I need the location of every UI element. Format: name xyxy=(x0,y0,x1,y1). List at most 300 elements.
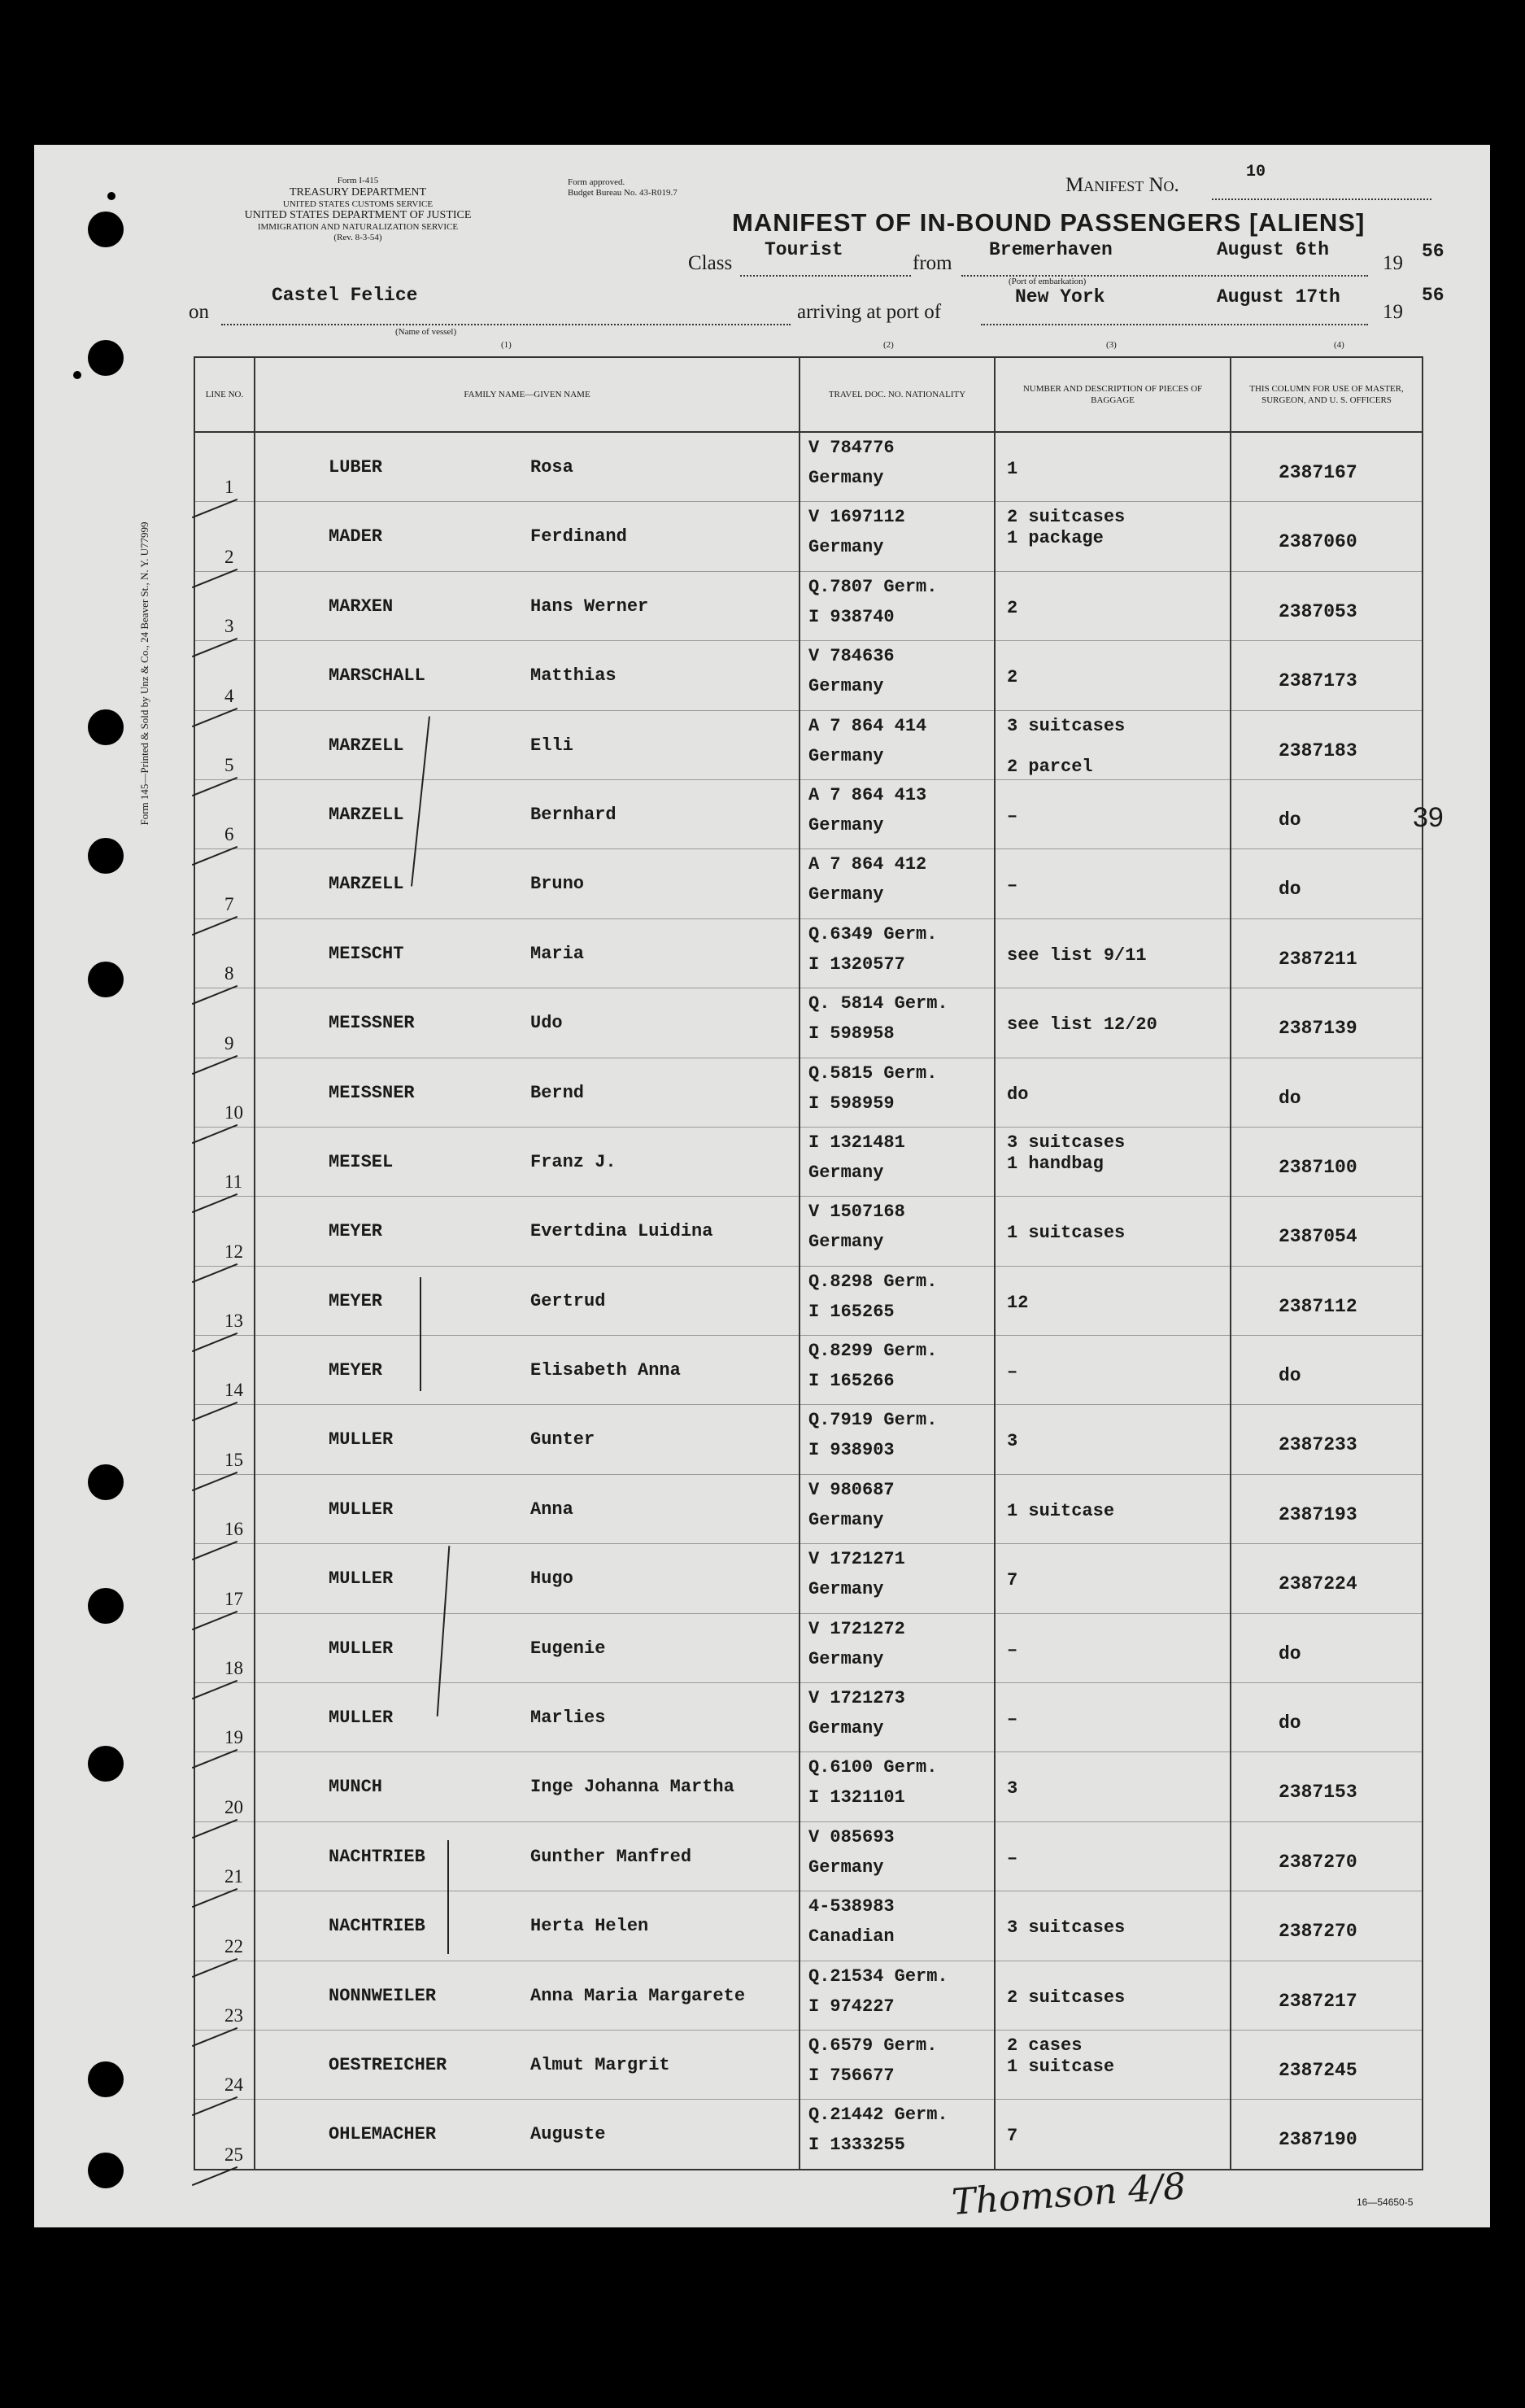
cell-doc xyxy=(800,1058,995,1127)
line-number: 9 xyxy=(224,1032,234,1054)
cell-officers xyxy=(1231,1474,1423,1543)
cell-officers xyxy=(1231,849,1423,918)
cell-line xyxy=(194,1405,255,1474)
given-name: Elisabeth Anna xyxy=(530,1360,681,1381)
arrival-date: August 17th xyxy=(1217,286,1340,308)
baggage-line-2: – xyxy=(1007,1709,1018,1730)
given-name: Franz J. xyxy=(530,1151,617,1172)
given-name: Hans Werner xyxy=(530,595,649,617)
cell-line xyxy=(194,2030,255,2099)
cell-line xyxy=(194,2100,255,2170)
vessel-note: (Name of vessel) xyxy=(395,327,457,337)
binder-hole xyxy=(88,2153,124,2188)
travel-doc: V 980687 xyxy=(808,1479,895,1500)
table-row xyxy=(194,1821,1423,1891)
line-number: 8 xyxy=(224,963,234,984)
family-name: MEYER xyxy=(329,1360,383,1381)
line-number: 24 xyxy=(224,2074,243,2096)
officer-number: do xyxy=(1279,1642,1301,1664)
travel-doc: V 1721272 xyxy=(808,1618,905,1639)
cell-line xyxy=(194,1127,255,1196)
family-name: NACHTRIEB xyxy=(329,1916,425,1937)
cell-line xyxy=(194,1821,255,1891)
family-name: LUBER xyxy=(329,457,383,478)
given-name: Bernhard xyxy=(530,804,617,825)
baggage-line-3: 2 parcel xyxy=(1007,756,1093,777)
given-name: Inge Johanna Martha xyxy=(530,1777,734,1798)
cell-baggage xyxy=(995,779,1231,848)
table-row xyxy=(194,1613,1423,1682)
cell-baggage xyxy=(995,2030,1231,2099)
line-number: 5 xyxy=(224,754,234,775)
travel-doc: V 1721271 xyxy=(808,1549,905,1570)
cell-name xyxy=(255,502,800,571)
cell-doc xyxy=(800,1336,995,1405)
col-num-3: (3) xyxy=(1106,340,1117,350)
cell-baggage xyxy=(995,1405,1231,1474)
baggage-line-2: 1 xyxy=(1007,459,1018,479)
family-name: MARZELL xyxy=(329,874,404,895)
baggage-line-2: 1 package xyxy=(1007,528,1104,549)
cell-line xyxy=(194,918,255,988)
officer-number: do xyxy=(1279,879,1301,901)
baggage-line-2: – xyxy=(1007,875,1018,896)
cell-doc xyxy=(800,2030,995,2099)
table-row xyxy=(194,1127,1423,1196)
baggage-line-2: do xyxy=(1007,1084,1029,1105)
cell-officers xyxy=(1231,1961,1423,2030)
family-name: MARZELL xyxy=(329,735,404,756)
family-name: MULLER xyxy=(329,1638,394,1659)
binder-hole xyxy=(88,1588,124,1624)
given-name: Anna Maria Margarete xyxy=(530,1985,746,2006)
cell-line xyxy=(194,1961,255,2030)
cell-name xyxy=(255,710,800,779)
baggage-line-1: 2 suitcases xyxy=(1007,507,1126,528)
given-name: Hugo xyxy=(530,1568,573,1590)
cell-doc xyxy=(800,1405,995,1474)
family-name: MEISCHT xyxy=(329,943,404,964)
cell-line xyxy=(194,710,255,779)
cell-doc xyxy=(800,1683,995,1752)
cell-line xyxy=(194,1891,255,1961)
officer-number: 2387190 xyxy=(1279,2129,1357,2151)
cell-officers xyxy=(1231,1821,1423,1891)
revision-date: (Rev. 8-3-54) xyxy=(333,233,382,243)
nationality: I 165265 xyxy=(808,1301,895,1322)
col-num-1: (1) xyxy=(501,340,512,350)
cell-officers xyxy=(1231,1127,1423,1196)
cell-line xyxy=(194,1058,255,1127)
cell-officers xyxy=(1231,432,1423,502)
cell-doc xyxy=(800,1961,995,2030)
given-name: Eugenie xyxy=(530,1638,606,1659)
passenger-table xyxy=(194,356,1423,2170)
officer-number: 2387053 xyxy=(1279,600,1357,622)
binder-hole xyxy=(88,2061,124,2097)
baggage-line-2: – xyxy=(1007,1639,1018,1660)
cell-name xyxy=(255,1544,800,1613)
cell-baggage xyxy=(995,502,1231,571)
travel-doc: V 085693 xyxy=(808,1826,895,1847)
travel-doc: Q.21534 Germ. xyxy=(808,1965,948,1987)
cell-officers xyxy=(1231,1613,1423,1682)
officer-number: 2387153 xyxy=(1279,1782,1357,1804)
line-number: 3 xyxy=(224,616,234,637)
cell-doc xyxy=(800,641,995,710)
cell-name xyxy=(255,1474,800,1543)
baggage-line-2: – xyxy=(1007,1362,1018,1383)
cell-officers xyxy=(1231,571,1423,640)
cell-doc xyxy=(800,1891,995,1961)
baggage-line-2: 1 suitcase xyxy=(1007,2056,1115,2077)
family-bracket xyxy=(447,1840,449,1954)
baggage-line-2: see list 12/20 xyxy=(1007,1014,1157,1036)
travel-doc: Q.6579 Germ. xyxy=(808,2035,938,2056)
nationality: Germany xyxy=(808,1232,884,1253)
cell-officers xyxy=(1231,502,1423,571)
dept-justice: UNITED STATES DEPARTMENT OF JUSTICE xyxy=(244,209,472,222)
line-number: 23 xyxy=(224,2004,243,2026)
arriving-label: arriving at port of xyxy=(797,301,942,323)
given-name: Herta Helen xyxy=(530,1916,649,1937)
given-name: Maria xyxy=(530,943,585,964)
cell-line xyxy=(194,1197,255,1266)
family-name: OHLEMACHER xyxy=(329,2124,437,2145)
cell-officers xyxy=(1231,1891,1423,1961)
officer-number: 2387112 xyxy=(1279,1295,1357,1317)
cell-officers xyxy=(1231,2100,1423,2170)
baggage-line-2: 1 suitcases xyxy=(1007,1223,1126,1244)
baggage-line-2: – xyxy=(1007,1847,1018,1869)
nationality: Germany xyxy=(808,1648,884,1669)
cell-officers xyxy=(1231,779,1423,848)
vessel-line xyxy=(221,324,791,325)
family-name: MULLER xyxy=(329,1568,394,1590)
line-number: 14 xyxy=(224,1380,243,1401)
nationality: Germany xyxy=(808,1856,884,1878)
travel-doc: V 784636 xyxy=(808,646,895,667)
officer-number: 2387054 xyxy=(1279,1226,1357,1248)
cell-name xyxy=(255,849,800,918)
cell-baggage xyxy=(995,710,1231,779)
cell-baggage xyxy=(995,1683,1231,1752)
cell-doc xyxy=(800,1752,995,1821)
cell-baggage xyxy=(995,1336,1231,1405)
cell-officers xyxy=(1231,988,1423,1058)
nationality: I 598959 xyxy=(808,1093,895,1114)
cell-baggage xyxy=(995,1821,1231,1891)
cell-name xyxy=(255,1752,800,1821)
line-number: 16 xyxy=(224,1519,243,1540)
col-header-doc: TRAVEL DOC. NO. NATIONALITY xyxy=(800,357,995,432)
nationality: I 598958 xyxy=(808,1023,895,1045)
cell-doc xyxy=(800,1127,995,1196)
cell-officers xyxy=(1231,1266,1423,1335)
cell-doc xyxy=(800,502,995,571)
binder-hole xyxy=(88,838,124,874)
travel-doc: Q.7807 Germ. xyxy=(808,576,938,597)
table-row xyxy=(194,1891,1423,1961)
family-name: MULLER xyxy=(329,1498,394,1520)
table-row xyxy=(194,710,1423,779)
line-number: 17 xyxy=(224,1588,243,1609)
cell-name xyxy=(255,1266,800,1335)
baggage-line-2: 3 xyxy=(1007,1778,1018,1799)
budget-text: Budget Bureau No. 43-R019.7 xyxy=(568,187,678,198)
given-name: Bruno xyxy=(530,874,585,895)
table-header-row xyxy=(194,357,1423,432)
punch-mark xyxy=(107,192,115,200)
family-name: MULLER xyxy=(329,1708,394,1729)
cell-officers xyxy=(1231,1683,1423,1752)
cell-line xyxy=(194,1544,255,1613)
line-number: 13 xyxy=(224,1311,243,1332)
baggage-line-2: 3 xyxy=(1007,1431,1018,1452)
cell-baggage xyxy=(995,1266,1231,1335)
line-number: 18 xyxy=(224,1658,243,1679)
family-name: MEYER xyxy=(329,1290,383,1311)
given-name: Matthias xyxy=(530,665,617,687)
nationality: Germany xyxy=(808,537,884,558)
cell-name xyxy=(255,779,800,848)
family-name: MADER xyxy=(329,526,383,547)
given-name: Auguste xyxy=(530,2124,606,2145)
given-name: Anna xyxy=(530,1498,573,1520)
officer-number: 2387100 xyxy=(1279,1156,1357,1178)
cell-baggage xyxy=(995,1891,1231,1961)
line-number: 1 xyxy=(224,477,234,498)
cell-baggage xyxy=(995,1752,1231,1821)
side-print-note xyxy=(137,456,151,895)
cell-name xyxy=(255,1336,800,1405)
family-name: MUNCH xyxy=(329,1777,383,1798)
family-name: MARZELL xyxy=(329,804,404,825)
officer-number: 2387211 xyxy=(1279,948,1357,970)
agency-header xyxy=(179,176,537,243)
travel-doc: A 7 864 413 xyxy=(808,784,927,805)
cell-baggage xyxy=(995,1961,1231,2030)
cell-name xyxy=(255,1961,800,2030)
line-number: 10 xyxy=(224,1101,243,1123)
table-row xyxy=(194,2030,1423,2099)
line-number: 11 xyxy=(224,1171,243,1193)
cell-line xyxy=(194,571,255,640)
col-header-line: LINE NO. xyxy=(194,357,255,432)
cell-baggage xyxy=(995,918,1231,988)
cell-officers xyxy=(1231,710,1423,779)
family-name: MEYER xyxy=(329,1221,383,1242)
cell-officers xyxy=(1231,1058,1423,1127)
travel-doc: V 784776 xyxy=(808,438,895,458)
baggage-line-1: 3 suitcases xyxy=(1007,1132,1126,1153)
manifest-no-line xyxy=(1212,198,1431,200)
officer-number: 2387270 xyxy=(1279,1921,1357,1943)
officer-number: do xyxy=(1279,1712,1301,1734)
cell-baggage xyxy=(995,849,1231,918)
baggage-line-2: 3 suitcases xyxy=(1007,1917,1126,1939)
baggage-line-2: see list 9/11 xyxy=(1007,944,1147,966)
travel-doc: Q.8299 Germ. xyxy=(808,1341,938,1362)
travel-doc: Q.6349 Germ. xyxy=(808,923,938,944)
officer-number: 2387224 xyxy=(1279,1573,1357,1595)
cell-doc xyxy=(800,1197,995,1266)
travel-doc: Q.8298 Germ. xyxy=(808,1271,938,1292)
line-number: 21 xyxy=(224,1866,243,1887)
form-number: Form I-415 xyxy=(337,176,379,185)
cell-name xyxy=(255,1197,800,1266)
cell-baggage xyxy=(995,2100,1231,2170)
table-row xyxy=(194,918,1423,988)
officer-number: do xyxy=(1279,1365,1301,1387)
nationality: I 756677 xyxy=(808,2065,895,2086)
table-row xyxy=(194,1058,1423,1127)
travel-doc: I 1321481 xyxy=(808,1132,905,1153)
baggage-line-2: 7 xyxy=(1007,2126,1018,2147)
col-header-name: FAMILY NAME—GIVEN NAME xyxy=(255,357,800,432)
line-number: 22 xyxy=(224,1935,243,1956)
binder-hole xyxy=(88,340,124,376)
given-name: Rosa xyxy=(530,457,573,478)
cell-doc xyxy=(800,1613,995,1682)
family-name: NACHTRIEB xyxy=(329,1846,425,1867)
cell-name xyxy=(255,988,800,1058)
line-number: 19 xyxy=(224,1727,243,1748)
col-header-officers: THIS COLUMN FOR USE OF MASTER, SURGEON, AND U. S. OFFICERS xyxy=(1231,357,1423,432)
table-row xyxy=(194,502,1423,571)
cell-officers xyxy=(1231,1544,1423,1613)
cell-baggage xyxy=(995,641,1231,710)
binder-hole xyxy=(88,212,124,247)
cell-doc xyxy=(800,571,995,640)
cell-doc xyxy=(800,918,995,988)
cell-name xyxy=(255,2100,800,2170)
travel-doc: Q.6100 Germ. xyxy=(808,1757,938,1778)
baggage-line-2: 7 xyxy=(1007,1570,1018,1591)
print-code: 16—54650-5 xyxy=(1357,2196,1414,2208)
cell-doc xyxy=(800,1474,995,1543)
table-row xyxy=(194,849,1423,918)
table-row xyxy=(194,1752,1423,1821)
cell-name xyxy=(255,1613,800,1682)
cell-doc xyxy=(800,988,995,1058)
departure-date: August 6th xyxy=(1217,239,1330,260)
officer-number: 2387217 xyxy=(1279,1990,1357,2012)
officer-number: 2387245 xyxy=(1279,2059,1357,2081)
cell-name xyxy=(255,1058,800,1127)
travel-doc: Q.21442 Germ. xyxy=(808,2105,948,2126)
nationality: I 938903 xyxy=(808,1440,895,1461)
cell-name xyxy=(255,641,800,710)
vessel-value: Castel Felice xyxy=(272,285,418,306)
cell-name xyxy=(255,918,800,988)
cell-baggage xyxy=(995,1127,1231,1196)
dept-treasury-sub: UNITED STATES CUSTOMS SERVICE xyxy=(282,198,434,209)
cell-doc xyxy=(800,1266,995,1335)
cell-officers xyxy=(1231,1405,1423,1474)
nationality: I 1321101 xyxy=(808,1787,905,1808)
nationality: Germany xyxy=(808,1162,884,1183)
col-header-baggage: NUMBER AND DESCRIPTION OF PIECES OF BAGGAGE xyxy=(995,357,1231,432)
cell-line xyxy=(194,1266,255,1335)
dept-treasury: TREASURY DEPARTMENT xyxy=(289,185,427,198)
line-number: 25 xyxy=(224,2144,243,2165)
travel-doc: V 1697112 xyxy=(808,507,905,528)
class-line xyxy=(740,275,911,277)
baggage-line-2: 1 handbag xyxy=(1007,1153,1104,1174)
officer-number: 2387183 xyxy=(1279,739,1357,761)
page-title: MANIFEST OF IN-BOUND PASSENGERS [ALIENS] xyxy=(732,208,1366,237)
given-name: Gertrud xyxy=(530,1290,606,1311)
baggage-line-2: 12 xyxy=(1007,1292,1029,1313)
table-row xyxy=(194,571,1423,640)
line-number: 12 xyxy=(224,1241,243,1262)
travel-doc: 4-538983 xyxy=(808,1896,895,1917)
table-row xyxy=(194,432,1423,502)
travel-doc: A 7 864 412 xyxy=(808,854,927,875)
baggage-line-2: – xyxy=(1007,805,1018,827)
family-name: MULLER xyxy=(329,1429,394,1450)
line-number: 2 xyxy=(224,546,234,567)
given-name: Udo xyxy=(530,1013,563,1034)
cell-line xyxy=(194,988,255,1058)
baggage-line-1: 2 cases xyxy=(1007,2035,1083,2056)
cell-baggage xyxy=(995,1544,1231,1613)
margin-number: 39 xyxy=(1413,802,1444,833)
class-label: Class xyxy=(688,252,733,274)
dept-justice-sub: IMMIGRATION AND NATURALIZATION SERVICE xyxy=(257,222,459,233)
cell-officers xyxy=(1231,918,1423,988)
officer-number: 2387270 xyxy=(1279,1851,1357,1873)
line-number: 7 xyxy=(224,893,234,914)
nationality: I 1333255 xyxy=(808,2135,905,2156)
travel-doc: V 1507168 xyxy=(808,1202,905,1223)
year-prefix-2: 19 xyxy=(1383,301,1403,323)
cell-line xyxy=(194,1752,255,1821)
travel-doc: Q.7919 Germ. xyxy=(808,1410,938,1431)
travel-doc: Q.5815 Germ. xyxy=(808,1062,938,1084)
baggage-line-2: 2 suitcases xyxy=(1007,1987,1126,2008)
col-num-2: (2) xyxy=(883,340,894,350)
cell-name xyxy=(255,571,800,640)
cell-baggage xyxy=(995,988,1231,1058)
punch-mark xyxy=(73,371,81,379)
table-row xyxy=(194,1544,1423,1613)
side-print-text: Form 145—Printed & Sold by Unz & Co., 24 Beaver St., N. Y. U77999 xyxy=(138,521,150,826)
officer-number: 2387060 xyxy=(1279,531,1357,553)
binder-hole xyxy=(88,709,124,745)
cell-name xyxy=(255,1405,800,1474)
table-row xyxy=(194,641,1423,710)
cell-doc xyxy=(800,710,995,779)
cell-baggage xyxy=(995,1474,1231,1543)
travel-doc: A 7 864 414 xyxy=(808,715,927,736)
embark-note: (Port of embarkation) xyxy=(1009,277,1087,286)
line-number: 4 xyxy=(224,685,234,706)
cell-doc xyxy=(800,849,995,918)
baggage-line-1: 3 suitcases xyxy=(1007,715,1126,736)
baggage-line-2: 2 xyxy=(1007,667,1018,688)
given-name: Ferdinand xyxy=(530,526,627,547)
cell-name xyxy=(255,1821,800,1891)
cell-officers xyxy=(1231,641,1423,710)
cell-line xyxy=(194,502,255,571)
family-name: MARSCHALL xyxy=(329,665,425,687)
table-row xyxy=(194,1961,1423,2030)
cell-baggage xyxy=(995,432,1231,502)
cell-doc xyxy=(800,432,995,502)
departure-year: 56 xyxy=(1422,241,1444,262)
